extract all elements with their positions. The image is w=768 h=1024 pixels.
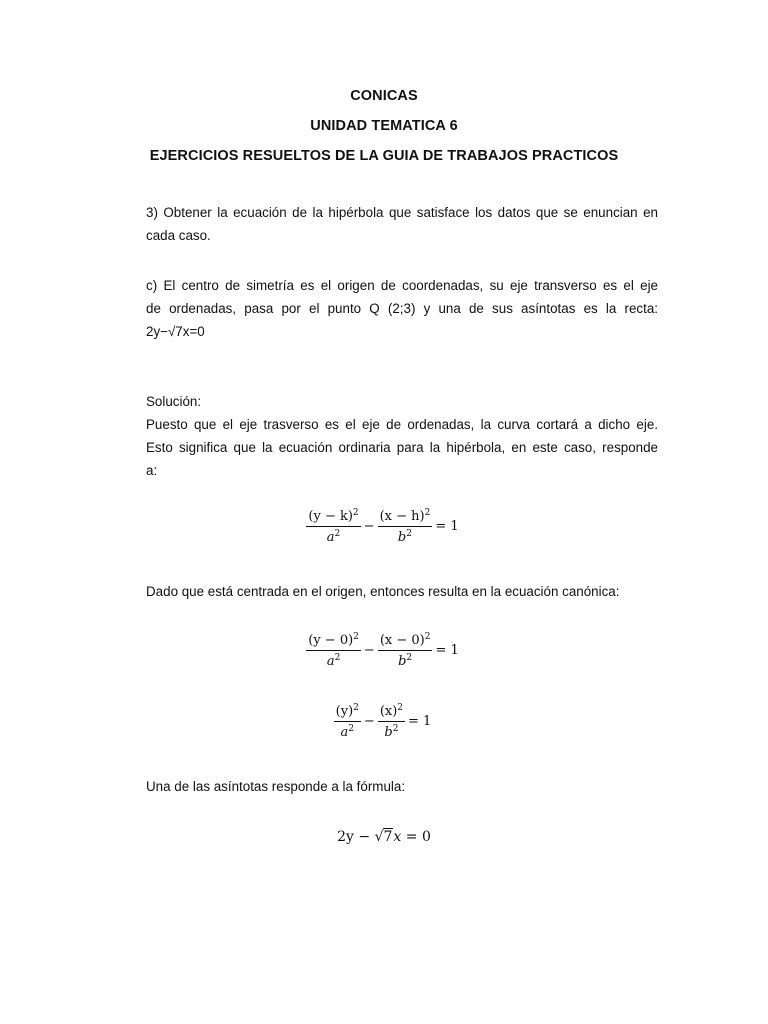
problem-statement [146, 201, 658, 247]
fraction-y [306, 632, 361, 669]
problem-line-2: cada caso. [146, 228, 211, 243]
item-c-line-1: c) El centro de simetría es el origen de coordenadas, su eje transverso es el eje [146, 278, 658, 293]
asymptote-text: Una de las asíntotas responde a la fórmula: [146, 779, 406, 794]
exponent: 2 [406, 529, 412, 539]
minus-sign: − [363, 519, 375, 534]
denominator-a: a [326, 654, 335, 669]
denominator-a: a [326, 530, 335, 545]
exponent: 2 [334, 653, 341, 663]
equation-asymptote [0, 828, 768, 845]
asymptote-lhs: 2y − [337, 828, 375, 845]
numerator-y: (y − 0) [308, 633, 354, 648]
denominator-b: b [398, 654, 407, 669]
problem-line-1: 3) Obtener la ecuación de la hipérbola que satisface los datos que se enuncian en [146, 205, 658, 220]
solution-line-2: Esto significa que la ecuación ordinaria para la hipérbola, en este caso, responde [146, 440, 658, 455]
denominator-a: a [340, 725, 349, 740]
item-c-statement [146, 274, 658, 343]
numerator-x: (x − 0) [379, 633, 425, 648]
equals-one: = 1 [435, 519, 459, 534]
fraction-x [378, 632, 433, 669]
denominator-b: b [384, 725, 393, 740]
equation-ordinary [0, 508, 768, 545]
exponent: 2 [392, 724, 399, 734]
item-c-line-3: 2y−√7x=0 [146, 324, 205, 339]
equals-one: = 1 [408, 714, 432, 729]
exponent: 2 [352, 508, 359, 518]
exponent: 2 [334, 529, 341, 539]
minus-sign: − [363, 714, 375, 729]
solution-paragraph [146, 413, 658, 482]
equation-canonical [0, 703, 768, 740]
exponent: 2 [348, 724, 355, 734]
exponent: 2 [424, 632, 431, 642]
exponent: 2 [353, 703, 359, 713]
equals-one: = 1 [435, 643, 459, 658]
asymptote-rhs: = 0 [401, 828, 431, 845]
unit-title: UNIDAD TEMATICA 6 [310, 118, 458, 134]
fraction-y [306, 508, 360, 545]
document-title: CONICAS [350, 88, 418, 104]
numerator-x: (x) [379, 704, 398, 719]
item-c-line-2: de ordenadas, pasa por el punto Q (2;3) y una de sus asíntotas es la recta: [146, 301, 658, 316]
fraction-x [378, 703, 405, 740]
solution-line-3: a: [146, 463, 158, 478]
variable-x: x [393, 828, 402, 845]
numerator-y: (y − k) [308, 509, 353, 524]
centered-text: Dado que está centrada en el origen, entonces resulta en la ecuación canónica: [146, 584, 620, 599]
document-subtitle: EJERCICIOS RESUELTOS DE LA GUIA DE TRABAJOS PRACTICOS [149, 148, 619, 164]
solution-label: Solución: [146, 394, 202, 409]
radical-sign: √ [374, 828, 384, 845]
equation-canonical-step [0, 632, 768, 669]
solution-line-1: Puesto que el eje trasverso es el eje de ordenadas, la curva cortará a dicho eje. [146, 417, 658, 432]
fraction-y [334, 703, 361, 740]
numerator-y: (y) [335, 704, 354, 719]
radicand: 7 [383, 829, 393, 845]
exponent: 2 [424, 508, 431, 518]
exponent: 2 [397, 703, 404, 713]
exponent: 2 [406, 653, 413, 663]
denominator-b: b [397, 530, 407, 545]
minus-sign: − [363, 643, 375, 658]
fraction-x [378, 508, 433, 545]
exponent: 2 [353, 632, 359, 642]
numerator-x: (x − h) [379, 509, 425, 524]
